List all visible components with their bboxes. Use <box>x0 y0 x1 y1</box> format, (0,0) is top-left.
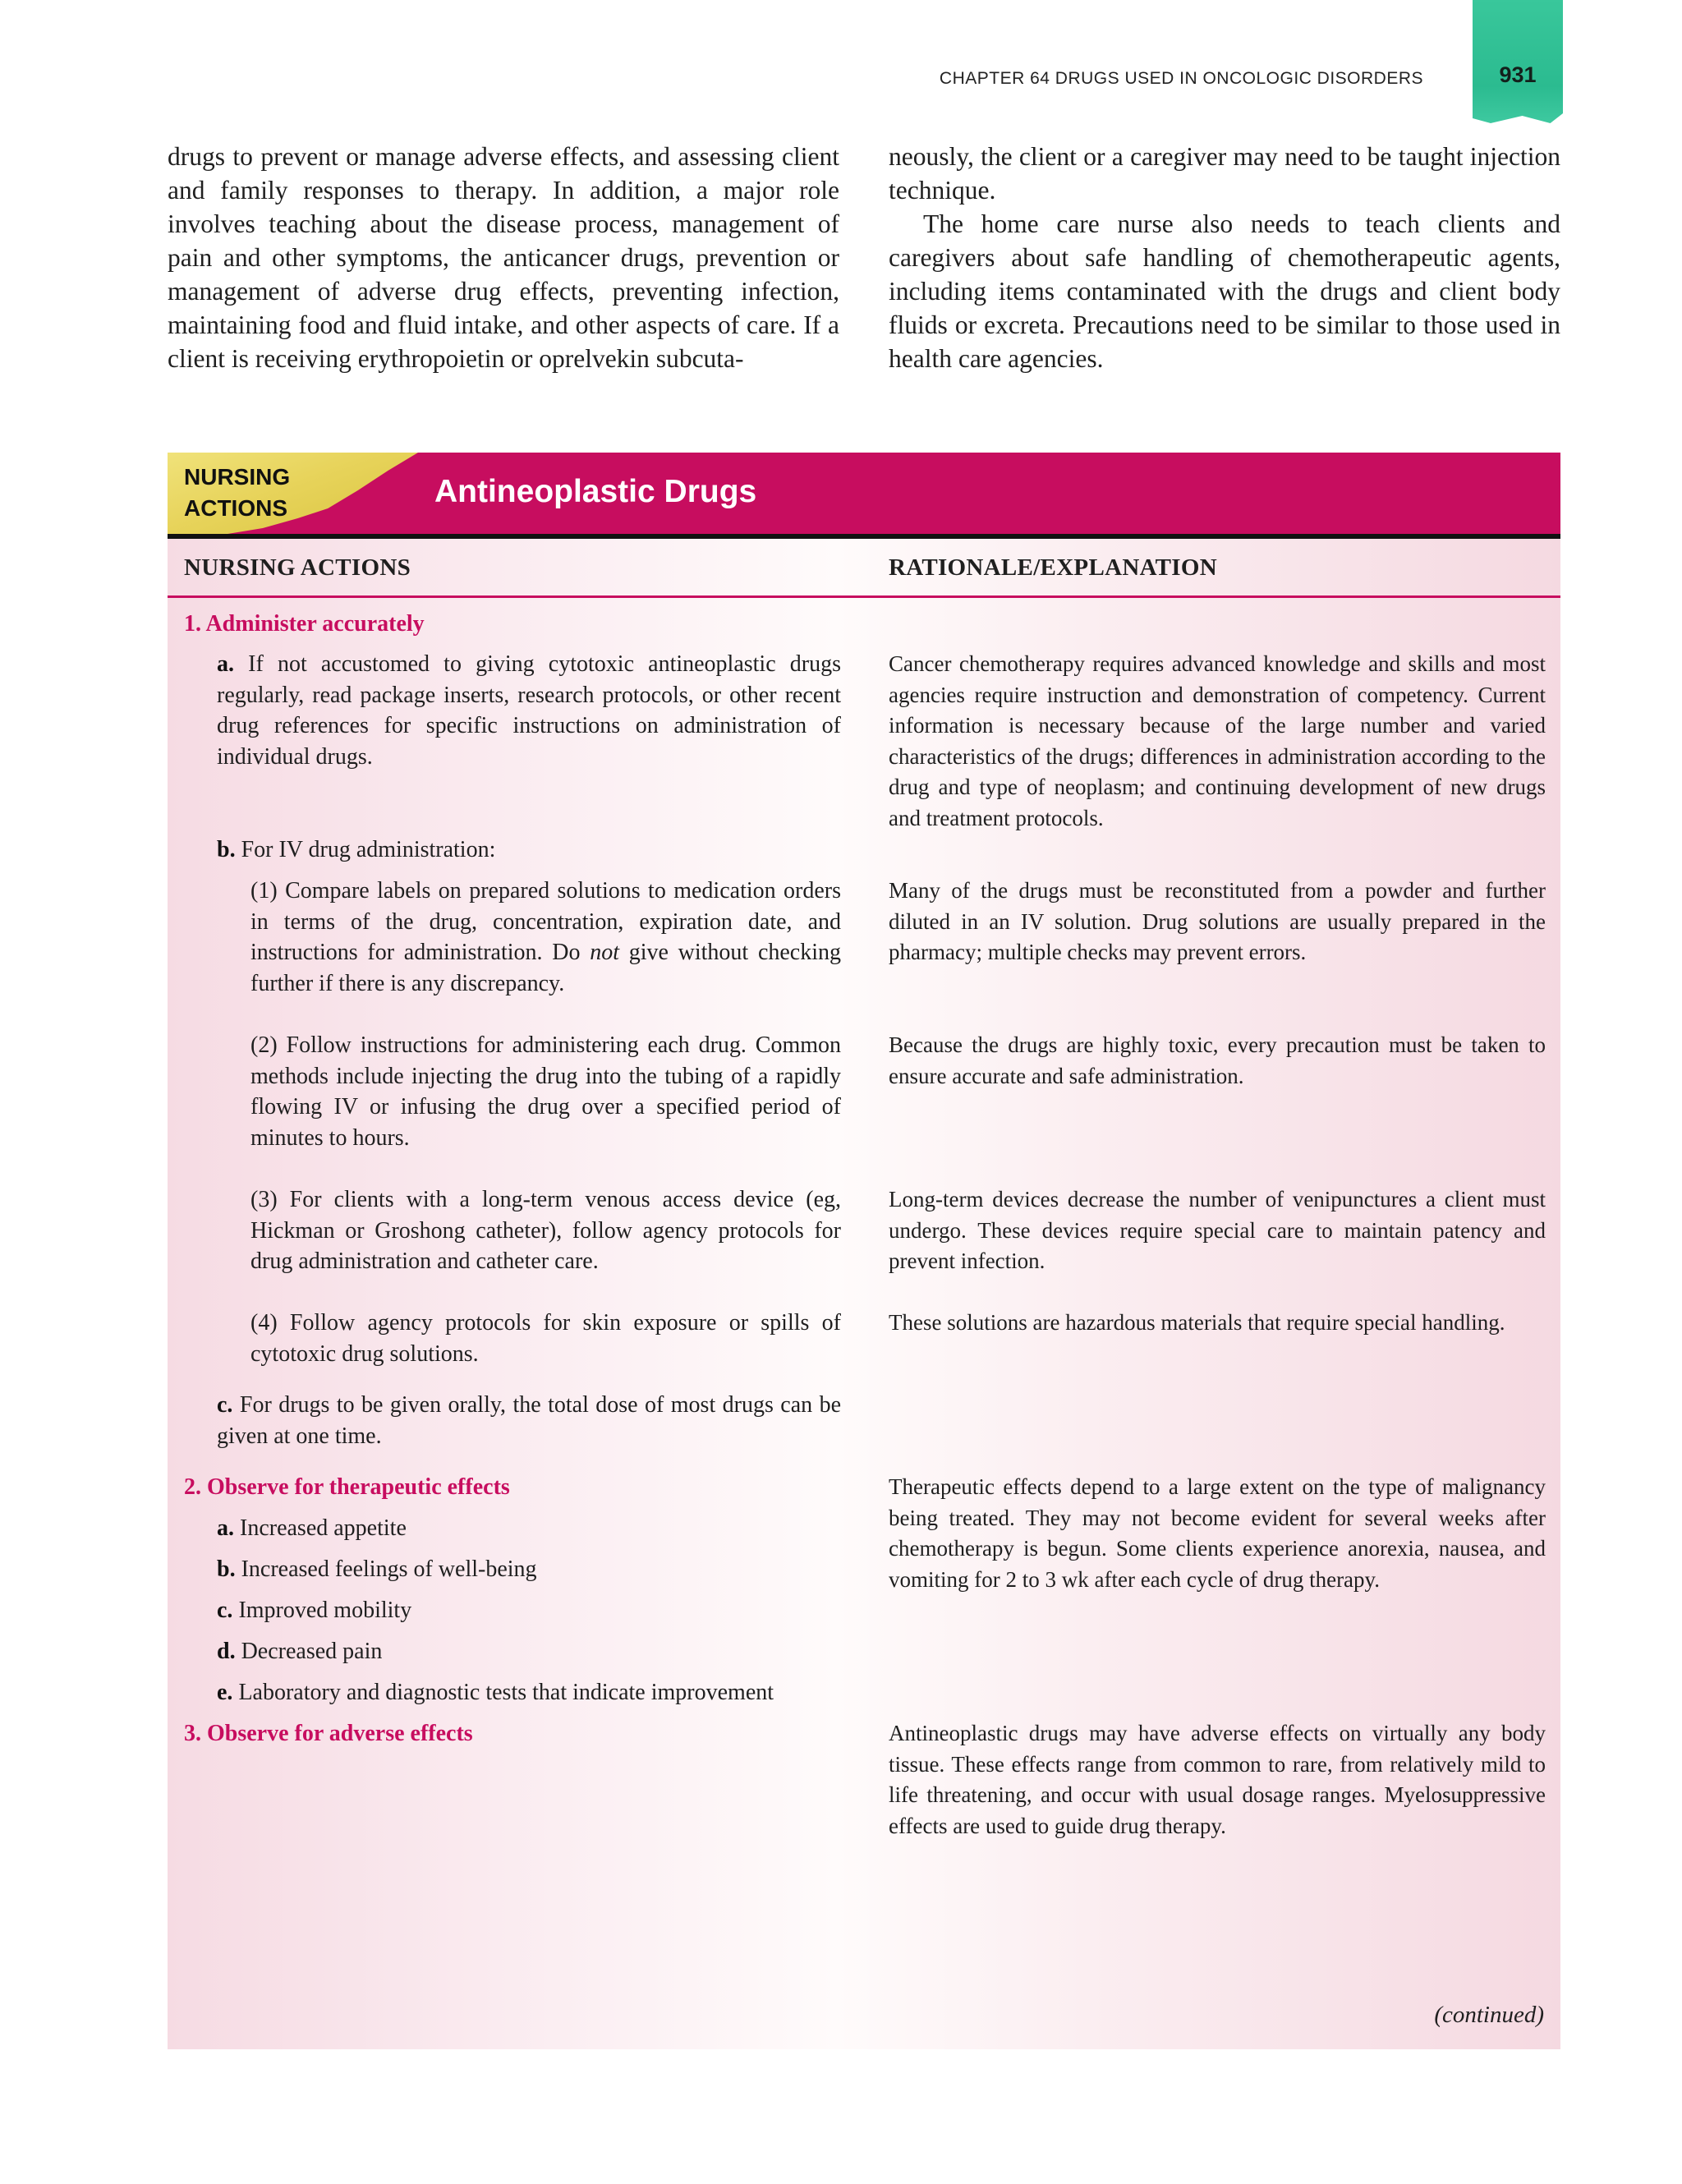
rationale-1b3: Long-term devices decrease the number of venipunctures a client must undergo. These devices require special care to maintain patency and prevent infection. <box>889 1187 1546 1273</box>
item-label: c. <box>217 1598 233 1623</box>
section-heading: 1. Administer accurately <box>184 611 425 637</box>
col-header-rationale: RATIONALE/EXPLANATION <box>889 554 1217 581</box>
item-text: Increased feelings of well-being <box>241 1556 537 1582</box>
item-label: a. <box>217 1515 234 1541</box>
item-2e <box>217 1677 841 1708</box>
chapter-title: CHAPTER 64 DRUGS USED IN ONCOLOGIC DISORDERS <box>939 69 1423 88</box>
box-title: Antineoplastic Drugs <box>434 474 757 509</box>
item-label: d. <box>217 1639 236 1664</box>
rationale-1b4: These solutions are hazardous materials that require special handling. <box>889 1310 1505 1335</box>
item-1b1 <box>250 876 841 999</box>
item-2a <box>217 1513 841 1544</box>
rationale-1a: Cancer chemotherapy requires advanced knowledge and skills and most agencies require instruction and demonstration of competency. Current information is necessary because of the large number and varied characteristics of the drugs; differences in administration according to the drug and type of neoplasm; and continuing development of new drugs and treatment protocols. <box>889 651 1546 830</box>
intro-left-column <box>168 140 839 375</box>
item-label: e. <box>217 1680 233 1705</box>
item-1c <box>217 1390 841 1451</box>
rationale-1b1: Many of the drugs must be reconstituted from a powder and further diluted in an IV solution. Drug solutions are usually prepared in the pharmacy; multiple checks may prevent errors. <box>889 878 1546 964</box>
col-header-nursing-actions: NURSING ACTIONS <box>184 554 411 581</box>
item-2c <box>217 1595 841 1626</box>
item-text: If not accustomed to giving cytotoxic antineoplastic drugs regularly, read package inserts, research protocols, or other recent drug references for specific instructions on administration of individual drugs. <box>217 651 842 770</box>
rationale-2: Therapeutic effects depend to a large extent on the type of malignancy being treated. They may not become evident for several weeks after chemotherapy is begun. Some clients experience anorexia, nausea, and vomiting for 2 to 3 wk after each cycle of drug therapy. <box>889 1474 1546 1592</box>
intro-left-paragraph: drugs to prevent or manage adverse effects, and assessing client and family responses to therapy. In addition, a major role involves teaching about the disease process, management of pain and other symptoms, the anticancer drugs, prevention or management of adverse drug effects, preventing infection, maintaining food and fluid intake, and other aspects of care. If a client is receiving erythropoietin or oprelvekin subcuta- <box>168 142 839 373</box>
item-text: Decreased pain <box>241 1639 383 1664</box>
rationale-3: Antineoplastic drugs may have adverse effects on virtually any body tissue. These effects range from common to rare, from relatively mild to life threatening, and occur with usual dosage ranges. Myelosuppressive effects are used to guide drug therapy. <box>889 1721 1546 1838</box>
page-number: 931 <box>1499 62 1537 87</box>
nursing-actions-box <box>168 453 1560 2049</box>
item-label: a. <box>217 651 234 677</box>
intro-right-column <box>889 140 1560 375</box>
sub-item-text: Compare labels on prepared solutions to medication orders in terms of the drug, concentration, expiration date, and instructions for administration. Do <box>250 878 841 965</box>
continued-note: (continued) <box>1434 2002 1544 2028</box>
item-1b <box>217 835 841 866</box>
item-2d <box>217 1636 841 1667</box>
rationale-1b2: Because the drugs are highly toxic, every precaution must be taken to ensure accurate and safe administration. <box>889 1032 1546 1088</box>
section-heading: 2. Observe for therapeutic effects <box>184 1474 510 1500</box>
sub-item-number: (4) <box>250 1310 278 1336</box>
item-label: b. <box>217 837 236 862</box>
item-label: b. <box>217 1556 236 1582</box>
header-rule <box>168 534 1560 539</box>
item-text: Increased appetite <box>240 1515 407 1541</box>
sub-item-number: (2) <box>250 1032 278 1058</box>
column-headers <box>168 546 1560 598</box>
item-label: c. <box>217 1392 233 1418</box>
item-text: Improved mobility <box>238 1598 412 1623</box>
item-1b2 <box>250 1030 841 1153</box>
item-text: Laboratory and diagnostic tests that indicate improvement <box>238 1680 774 1705</box>
sub-item-text: For clients with a long-term venous access device (eg, Hickman or Groshong catheter), follow agency protocols for drug administration and catheter care. <box>250 1187 842 1274</box>
sub-item-number: (1) <box>250 878 278 903</box>
item-2b <box>217 1554 841 1585</box>
running-head <box>0 0 1682 123</box>
section-heading: 3. Observe for adverse effects <box>184 1721 473 1746</box>
item-1a <box>217 649 841 772</box>
sub-item-text: Follow instructions for administering each drug. Common methods include injecting the drug into the tubing of a rapidly flowing IV or infusing the drug over a specified period of minutes to hours. <box>250 1032 841 1151</box>
sub-item-text: Follow agency protocols for skin exposure or spills of cytotoxic drug solutions. <box>250 1310 841 1367</box>
item-text: For IV drug administration: <box>241 837 496 862</box>
sub-item-text-cont: give without checking further if there is any discrepancy. <box>250 940 842 996</box>
box-header <box>168 453 1560 535</box>
item-1b4 <box>250 1308 841 1369</box>
intro-right-paragraph-2: The home care nurse also needs to teach clients and caregivers about safe handling of chemotherapeutic agents, including items contaminated with the drugs and client body fluids or excreta. Precautions need to be similar to those used in health care agencies. <box>889 209 1560 373</box>
intro-right-paragraph-1: neously, the client or a caregiver may need to be taught injection technique. <box>889 142 1560 205</box>
badge-label: NURSING ACTIONS <box>184 464 291 521</box>
item-text: For drugs to be given orally, the total dose of most drugs can be given at one time. <box>217 1392 842 1449</box>
item-1b3 <box>250 1184 841 1277</box>
sub-item-number: (3) <box>250 1187 278 1212</box>
page-tab <box>1473 0 1563 123</box>
intro-text <box>168 140 1560 375</box>
emphasis-text: not <box>590 940 619 965</box>
